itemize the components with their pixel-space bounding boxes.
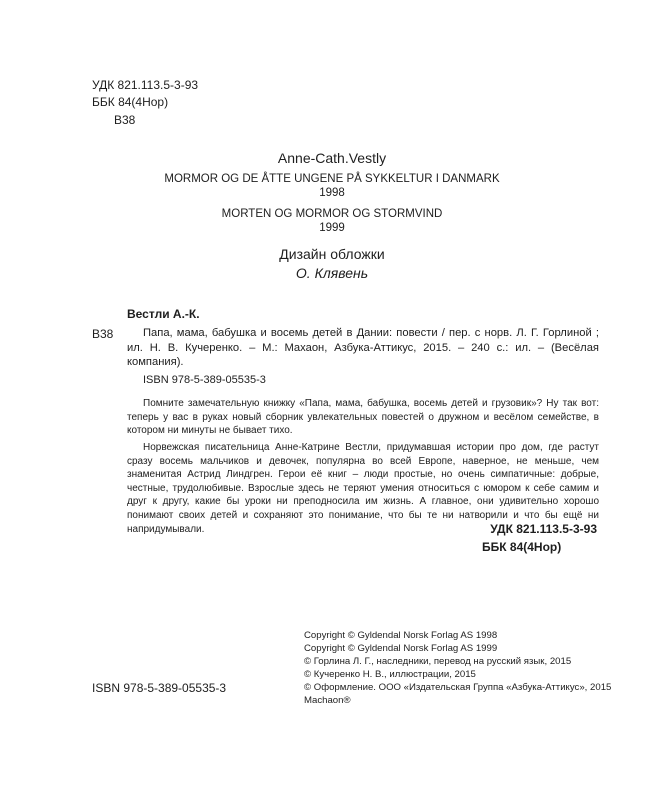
bibliographic-description: Папа, мама, бабушка и восемь детей в Дании: повести / пер. с норв. Л. Г. Горлиной ; ил. Н. В. Кучеренко. – М.: Махаон, Азбука-Аттикус, 2015. – 240 с.: ил. – (Весёлая компания).: [127, 327, 599, 368]
udk-code-bottom: УДК 821.113.5-3-93: [490, 522, 597, 536]
footer-isbn: ISBN 978-5-389-05535-3: [92, 681, 227, 695]
shelf-code-top: В38: [114, 113, 136, 127]
copyright-line: © Кучеренко Н. В., иллюстрации, 2015: [304, 669, 476, 680]
bibliographic-heading: Вестли А.-К.: [127, 307, 200, 321]
copyright-line: © Оформление. ООО «Издательская Группа «Азбука-Аттикус», 2015: [304, 682, 612, 693]
original-year-1: 1998: [319, 187, 345, 199]
original-title-1: MORMOR OG DE ÅTTE UNGENE PÅ SYKKELTUR I DANMARK: [164, 173, 500, 185]
bibliographic-shelf-code: В38: [92, 327, 114, 341]
publisher-trademark: Machaon®: [304, 695, 351, 706]
bbk-code-bottom: ББК 84(4Нор): [482, 540, 562, 554]
original-title-2: MORTEN OG MORMOR OG STORMVIND: [221, 208, 443, 220]
copyright-line: Copyright © Gyldendal Norsk Forlag AS 1999: [304, 643, 498, 654]
bbk-code-top: ББК 84(4Нор): [92, 95, 169, 109]
cover-design-label: Дизайн обложки: [279, 246, 385, 262]
annotation-paragraph-1: Помните замечательную книжку «Папа, мама, бабушка, восемь детей и грузовик»? Ну так вот: теперь у вас в руках новый сборник увлекательных повестей о дружном и весёлом семействе, в котором ни минуты не бывает тихо.: [127, 398, 599, 437]
original-author: Anne-Cath.Vestly: [277, 150, 387, 166]
original-year-2: 1999: [319, 222, 345, 234]
cover-designer-name: О. Клявень: [295, 265, 369, 281]
bibliographic-isbn: ISBN 978-5-389-05535-3: [143, 374, 266, 386]
udk-code-top: УДК 821.113.5-3-93: [92, 78, 199, 92]
copyright-line: Copyright © Gyldendal Norsk Forlag AS 1998: [304, 630, 498, 641]
copyright-line: © Горлина Л. Г., наследники, перевод на русский язык, 2015: [304, 656, 572, 667]
annotation-paragraph-2: Норвежская писательница Анне-Катрине Вестли, придумавшая истории про дом, где растут сразу восемь мальчиков и девочек, популярна во всей Европе, наверное, не меньше, чем знаменитая Астрид Линдгрен. Герои её книг – люди простые, но очень симпатичные: добрые, честные, трудолюбивые. Взрослые здесь не теряют умения относиться с юмором к себе самим и друг к другу, какие бы уроки ни преподносила им жизнь. А главное, они удивительно хорошо понимают своих детей и сохраняют это понимание, что бы те ни натворили и что бы ещё ни напридумывали.: [127, 442, 599, 535]
